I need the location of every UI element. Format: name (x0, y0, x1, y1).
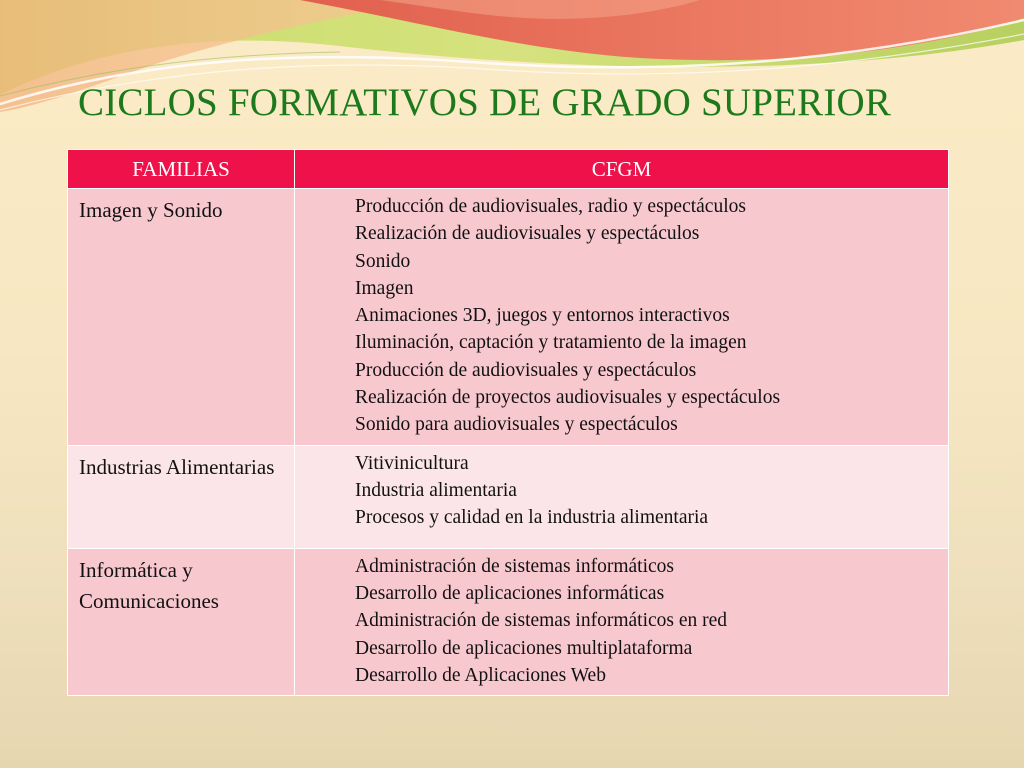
slide-title: CICLOS FORMATIVOS DE GRADO SUPERIOR (78, 81, 892, 124)
cycle-item: Iluminación, captación y tratamiento de la imagen (355, 332, 747, 354)
cycle-item: Realización de proyectos audiovisuales y espectáculos (355, 387, 781, 409)
cycle-item: Desarrollo de Aplicaciones Web (355, 664, 606, 686)
cycle-item: Administración de sistemas informáticos (355, 555, 674, 577)
cycle-item: Procesos y calidad en la industria alimentaria (355, 507, 709, 529)
family-cell: Industrias Alimentarias (68, 445, 295, 548)
cycle-item: Vitivinicultura (355, 452, 469, 474)
cycle-item: Producción de audiovisuales, radio y espectáculos (355, 196, 746, 217)
cycle-list (355, 553, 940, 689)
cycle-item: Realización de audiovisuales y espectáculos (355, 223, 700, 245)
cycles-cell (295, 445, 949, 548)
header-cfgm: CFGM (295, 150, 949, 189)
table-row (68, 548, 949, 695)
cycle-item: Administración de sistemas informáticos en red (355, 610, 728, 632)
cycles-cell (295, 189, 949, 446)
cycle-item: Industria alimentaria (355, 479, 517, 501)
family-cell: Informática y Comunicaciones (68, 548, 295, 695)
cycle-item: Desarrollo de aplicaciones multiplataforma (355, 637, 693, 659)
cycle-item: Imagen (355, 277, 414, 299)
cycles-table (67, 149, 949, 696)
cycle-item: Sonido (355, 250, 411, 272)
cycle-list (355, 450, 940, 532)
cycles-cell (295, 548, 949, 695)
table-row (68, 445, 949, 548)
cycle-item: Producción de audiovisuales y espectáculos (355, 359, 697, 381)
table-header-row (68, 150, 949, 189)
cycle-item: Animaciones 3D, juegos y entornos interactivos (355, 305, 730, 327)
header-familias: FAMILIAS (68, 150, 295, 189)
table-row (68, 189, 949, 446)
cycle-list (355, 193, 940, 439)
cycle-item: Desarrollo de aplicaciones informáticas (355, 582, 665, 604)
cycle-item: Sonido para audiovisuales y espectáculos (355, 414, 678, 436)
family-cell: Imagen y Sonido (68, 189, 295, 446)
